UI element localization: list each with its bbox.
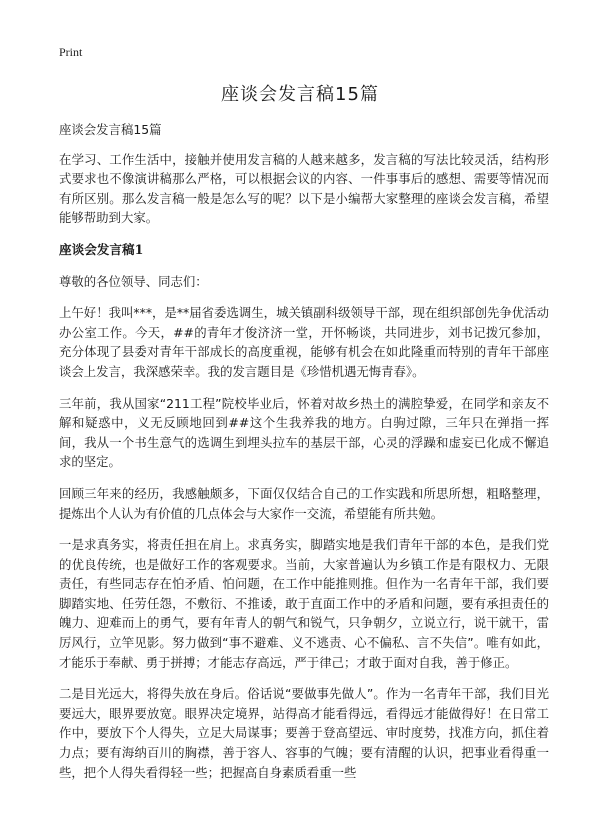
print-link[interactable]: Print (59, 45, 83, 59)
body-paragraph: 二是目光远大，将得失放在身后。俗话说“要做事先做人”。作为一名青年干部，我们目光要远大，眼界要放宽。眼界决定境界，站得高才能看得远，看得远才能做得好！在日常工作中，要放下个人得失，立足大局谋事；要善于登高望远、审时度势，找准方向，抓住着力点；要有海纳百川的胸襟，善于容人、容事的气魄；要有清醒的认识，把事业看得重一些，把个人得失看得轻一些；把握高自身素质看重一些 (59, 686, 549, 780)
document-subtitle: 座谈会发言稿15篇 (59, 122, 162, 137)
greeting: 尊敬的各位领导、同志们： (59, 273, 208, 289)
body-paragraph: 上午好！我叫***，是**届省委选调生，城关镇副科级领导干部，现在组织部创先争优活动办公室工作。今天，##的青年才俊济济一堂，开怀畅谈，共同进步，刘书记拨冗参加，充分体现了县委对青年干部成长的高度重视，能够有机会在如此隆重而特别的青年干部座谈会上发言，我深感荣幸。我的发言题目是《珍惜机遇无悔青春》。 (59, 305, 549, 379)
document-title: 座谈会发言稿15篇 (221, 84, 379, 105)
body-paragraph: 回顾三年来的经历，我感触颇多，下面仅仅结合自己的工作实践和所思所想，粗略整理，提炼出个人认为有价值的几点体会与大家作一交流，希望能有所共勉。 (59, 485, 549, 521)
section-heading: 座谈会发言稿1 (59, 241, 144, 257)
body-paragraph: 一是求真务实，将责任担在肩上。求真务实，脚踏实地是我们青年干部的本色，是我们党的优良传统，也是做好工作的客观要求。当前，大家普遍认为乡镇工作是有限权力、无限责任，有些同志存在怕矛盾、怕问题，在工作中能推则推。但作为一名青年干部，我们要脚踏实地、任劳任怨，不敷衍、不推诿，敢于直面工作中的矛盾和问题，要有承担责任的魄力、迎难而上的勇气，要有年青人的朝气和锐气，只争朝夕，立说立行，说干就干，雷厉风行，立竿见影。努力做到“事不避难、义不逃责、心不偏私、言不失信”。唯有如此，才能乐于奉献、勇于拼搏；才能志存高远，严于律己；才敢于面对自我，善于修正。 (59, 537, 549, 670)
intro-paragraph: 在学习、工作生活中，接触并使用发言稿的人越来越多，发言稿的写法比较灵活，结构形式要求也不像演讲稿那么严格，可以根据会议的内容、一件事事后的感想、需要等情况而有所区别。那么发言稿一般是怎么写的呢？以下是小编帮大家整理的座谈会发言稿，希望能够帮助到大家。 (59, 151, 549, 226)
document-body (59, 120, 549, 794)
body-paragraph: 三年前，我从国家“211工程”院校毕业后，怀着对故乡热土的满腔挚爱，在同学和亲友不解和疑惑中，义无反顾地回到##这个生我养我的地方。白驹过隙，三年只在弹指一挥间，我从一个书生意气的选调生到埋头拉车的基层干部，心灵的浮躁和虚妄已化成不懈追求的坚定。 (59, 395, 549, 470)
